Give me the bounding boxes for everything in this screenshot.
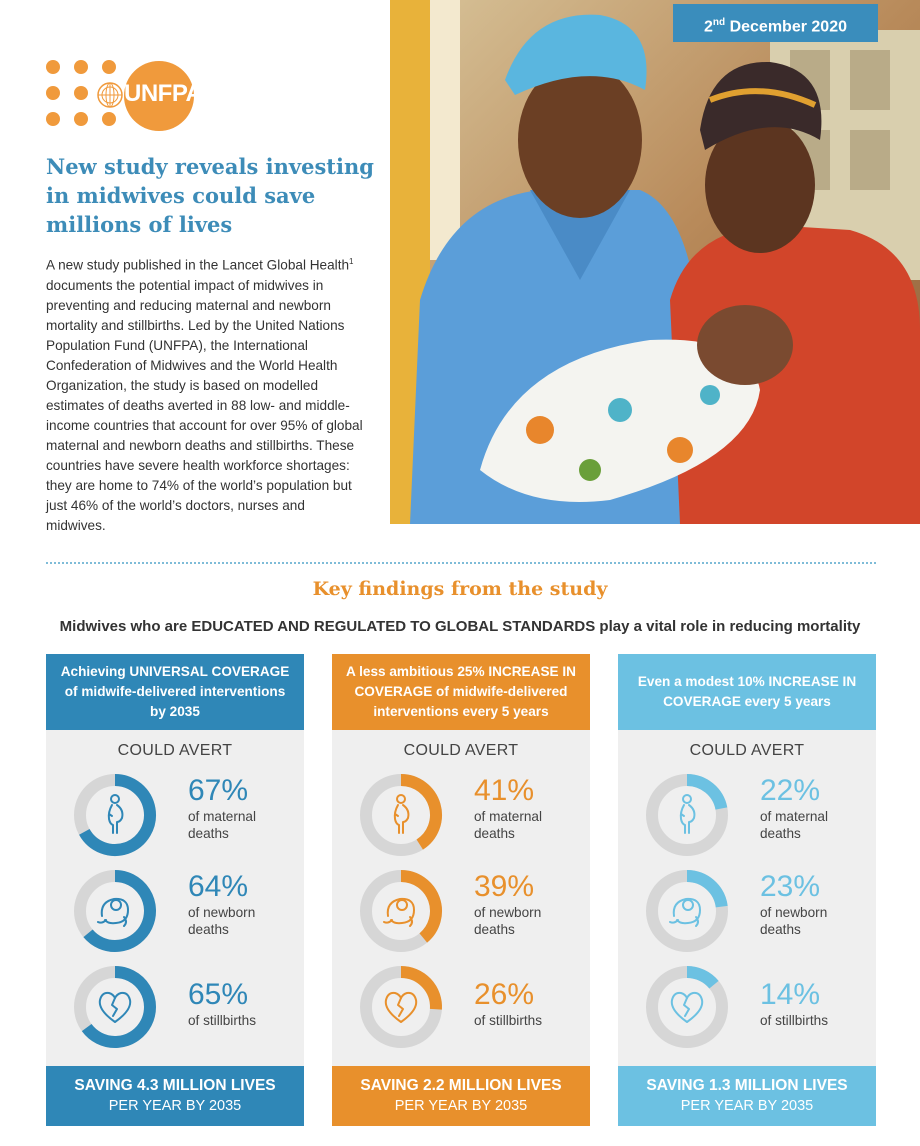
could-avert-label: COULD AVERT (689, 742, 805, 759)
finding-column-25-percent (332, 654, 590, 1126)
logo-dot (102, 112, 116, 126)
logo-dot (46, 86, 60, 100)
stat-stillbirths (72, 964, 292, 1050)
broken-heart-icon (386, 993, 416, 1022)
pregnant-woman-icon (395, 795, 409, 833)
stillbirths-donut (358, 964, 444, 1050)
stat-label: of newborn deaths (188, 905, 256, 937)
stat-percent: 64% (188, 870, 249, 903)
saving-lives: SAVING 1.3 MILLION LIVES (646, 1077, 848, 1094)
photo-illustration (390, 0, 920, 524)
un-emblem-icon (96, 81, 124, 109)
newborn-donut (358, 868, 444, 954)
column-heading: A less ambitious 25% INCREASE IN COVERAGE of midwife-delivered interventions every 5 years (332, 654, 590, 730)
stat-newborn (644, 868, 864, 954)
stat-label: of maternal deaths (188, 809, 257, 841)
stillbirths-donut (72, 964, 158, 1050)
stat-newborn (358, 868, 578, 954)
column-heading: Even a modest 10% INCREASE IN COVERAGE every 5 years (618, 654, 876, 730)
baby-icon (384, 899, 414, 926)
column-heading: Achieving UNIVERSAL COVERAGE of midwife-delivered interventions by 2035 (46, 654, 304, 730)
maternal-donut (358, 772, 444, 858)
stat-label: of stillbirths (474, 1013, 542, 1028)
saving-lives: SAVING 2.2 MILLION LIVES (360, 1077, 562, 1094)
stat-percent: 26% (474, 978, 535, 1011)
stat-maternal (72, 772, 292, 858)
brand-name: UNFPA (124, 80, 203, 107)
headline: New study reveals investing in midwives could save millions of lives (46, 154, 374, 237)
footnote-marker: 1 (349, 257, 354, 266)
saving-period: PER YEAR BY 2035 (680, 1098, 814, 1114)
newborn-donut (644, 868, 730, 954)
stat-percent: 14% (760, 978, 821, 1011)
stat-stillbirths (358, 964, 578, 1050)
stat-maternal (644, 772, 864, 858)
baby-icon (670, 899, 700, 926)
baby-icon (98, 899, 128, 926)
saving-lives: SAVING 4.3 MILLION LIVES (74, 1077, 276, 1094)
stat-percent: 22% (760, 774, 821, 807)
stat-percent: 67% (188, 774, 249, 807)
unfpa-logo (46, 58, 203, 130)
donut-arc (401, 780, 436, 845)
donut-arc (401, 972, 436, 1009)
maternal-donut (72, 772, 158, 858)
intro-text-2: documents the potential impact of midwives in preventing and reducing maternal and newborn mortality and stillbirths. Led by the United Nations Population Fund (UNFPA), the International Confederation of Midwives and the World Health Organization, the study is based on modelled estimates of deaths averted in 88 low- and middle-income countries that account for over 95% of global maternal and newborn deaths and stillbirths. These countries have severe health workforce shortages: they are home to 74% of the world’s population but just 46% of the world’s doctors, nurses and midwives. (46, 277, 363, 533)
donut-arc (687, 972, 714, 985)
broken-heart-icon (672, 993, 702, 1022)
logo-dot (74, 60, 88, 74)
stillbirths-donut (644, 964, 730, 1050)
finding-column-universal (46, 654, 304, 1126)
stat-percent: 23% (760, 870, 821, 903)
stat-label: of maternal deaths (474, 809, 543, 841)
finding-column-10-percent (618, 654, 876, 1126)
stat-percent: 41% (474, 774, 535, 807)
donut-arc (687, 780, 721, 808)
stat-label: of newborn deaths (760, 905, 828, 937)
stat-label: of maternal deaths (760, 809, 829, 841)
date-suffix: nd (712, 17, 726, 28)
findings-subtitle: Midwives who are EDUCATED AND REGULATED TO GLOBAL STANDARDS play a vital role in reducing mortality (59, 618, 861, 635)
saving-banner (46, 1066, 304, 1126)
logo-dot (74, 86, 88, 100)
maternal-donut (644, 772, 730, 858)
saving-banner (332, 1066, 590, 1126)
logo-dot (102, 60, 116, 74)
pregnant-woman-icon (109, 795, 123, 833)
stat-percent: 39% (474, 870, 535, 903)
date-day: 2 (704, 18, 713, 36)
intro-text-1: A new study published in the Lancet Global Health (46, 257, 350, 273)
date-badge (673, 4, 878, 42)
stat-label: of stillbirths (188, 1013, 256, 1028)
section-title: Key findings from the study (312, 578, 608, 600)
saving-period: PER YEAR BY 2035 (108, 1098, 242, 1114)
intro-paragraph (46, 252, 364, 536)
stat-percent: 65% (188, 978, 249, 1011)
stat-label: of newborn deaths (474, 905, 542, 937)
logo-dot (46, 60, 60, 74)
broken-heart-icon (100, 993, 130, 1022)
stat-stillbirths (644, 964, 864, 1050)
pregnant-woman-icon (681, 795, 695, 833)
logo-dot (46, 112, 60, 126)
saving-period: PER YEAR BY 2035 (394, 1098, 528, 1114)
stat-newborn (72, 868, 292, 954)
date-rest: December 2020 (725, 18, 847, 36)
could-avert-label: COULD AVERT (117, 742, 233, 759)
newborn-donut (72, 868, 158, 954)
could-avert-label: COULD AVERT (403, 742, 519, 759)
logo-dot (74, 112, 88, 126)
midwives-photo (390, 0, 920, 524)
saving-banner (618, 1066, 876, 1126)
stat-maternal (358, 772, 578, 858)
dotted-divider (46, 562, 876, 564)
stat-label: of stillbirths (760, 1013, 828, 1028)
